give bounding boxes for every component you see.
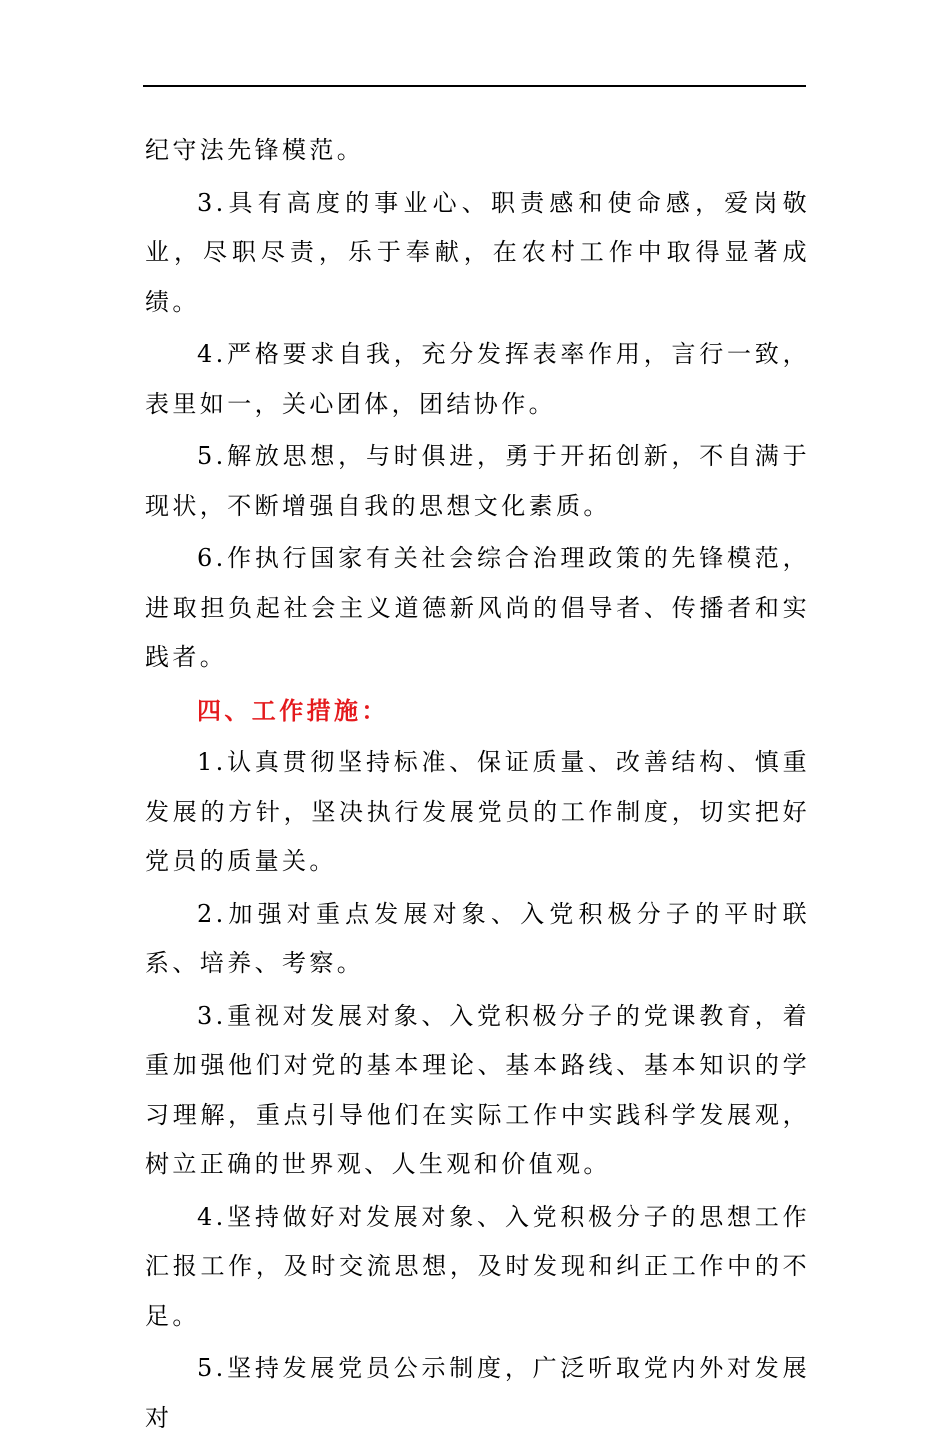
paragraph-continuation: 纪守法先锋模范。 bbox=[145, 136, 365, 164]
document-body bbox=[145, 126, 810, 1446]
paragraph-item-6-model: 6.作执行国家有关社会综合治理政策的先锋模范，进取担负起社会主义道德新风尚的倡导者、传播者和实践者。 bbox=[145, 544, 810, 671]
paragraph-measure-3-education: 3.重视对发展对象、入党积极分子的党课教育，着重加强他们对党的基本理论、基本路线、基本知识的学习理解，重点引导他们在实际工作中实践科学发展观，树立正确的世界观、人生观和价值观。 bbox=[145, 1001, 810, 1178]
paragraph-item-4-self-discipline: 4.严格要求自我，充分发挥表率作用，言行一致，表里如一，关心团体，团结协作。 bbox=[145, 340, 810, 418]
section-heading-work-measures: 四、工作措施： bbox=[197, 695, 389, 725]
header-rule bbox=[143, 85, 806, 87]
paragraph-measure-2-contact: 2.加强对重点发展对象、入党积极分子的平时联系、培养、考察。 bbox=[145, 899, 810, 977]
paragraph-measure-5-publicity: 5.坚持发展党员公示制度，广泛听取党内外对发展对 bbox=[145, 1354, 810, 1432]
paragraph-measure-1-standards: 1.认真贯彻坚持标准、保证质量、改善结构、慎重发展的方针，坚决执行发展党员的工作制度，切实把好党员的质量关。 bbox=[145, 748, 810, 875]
paragraph-item-3-dedication: 3.具有高度的事业心、职责感和使命感，爱岗敬业，尽职尽责，乐于奉献，在农村工作中取得显著成绩。 bbox=[145, 188, 810, 316]
paragraph-item-5-innovation: 5.解放思想，与时俱进，勇于开拓创新，不自满于现状，不断增强自我的思想文化素质。 bbox=[145, 442, 810, 520]
paragraph-measure-4-reporting: 4.坚持做好对发展对象、入党积极分子的思想工作汇报工作，及时交流思想，及时发现和纠正工作中的不足。 bbox=[145, 1202, 810, 1330]
